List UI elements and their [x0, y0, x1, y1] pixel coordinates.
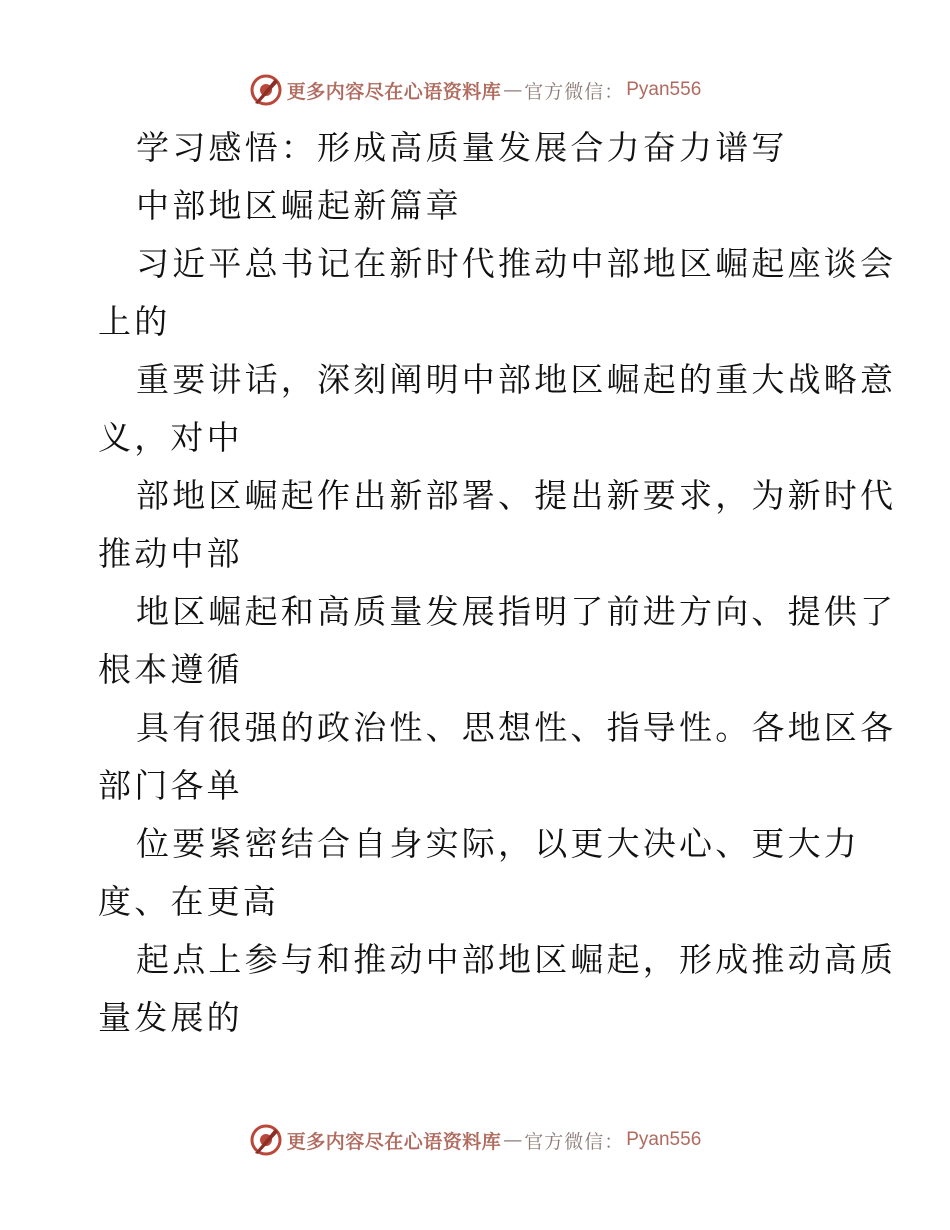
banner-tail: 官方微信： — [524, 80, 625, 103]
footer-banner — [0, 1120, 950, 1160]
paragraph-line: 具有很强的政治性、思想性、指导性。各地区各 — [136, 708, 897, 747]
paragraph-line: 习近平总书记在新时代推动中部地区崛起座谈会 — [136, 244, 897, 283]
paragraph-line: 上的 — [98, 302, 171, 341]
quill-logo-icon — [249, 1123, 283, 1157]
paragraph-line: 位要紧密结合自身实际，以更大决心、更大力 — [136, 824, 860, 863]
paragraph-line: 部地区崛起作出新部署、提出新要求，为新时代 — [136, 476, 897, 515]
paragraph-line: 义，对中 — [98, 418, 243, 457]
paragraph-line: 根本遵循 — [98, 650, 243, 689]
banner-lead: 更多内容尽在心语资料库 — [286, 1130, 502, 1153]
paragraph-line: 量发展的 — [98, 998, 243, 1037]
banner-account: Pyan556 — [626, 1129, 702, 1150]
paragraph-line: 重要讲话，深刻阐明中部地区崛起的重大战略意 — [136, 360, 897, 399]
quill-logo-icon — [249, 73, 283, 107]
banner-dash: — — [503, 1129, 523, 1151]
paragraph-line: 起点上参与和推动中部地区崛起，形成推动高质 — [136, 940, 897, 979]
paragraph-line: 度、在更高 — [98, 882, 279, 921]
banner-dash: — — [503, 79, 523, 101]
banner-account: Pyan556 — [626, 79, 702, 100]
banner-tail: 官方微信： — [524, 1130, 625, 1153]
paragraph-line: 推动中部 — [98, 534, 243, 573]
paragraph-line: 地区崛起和高质量发展指明了前进方向、提供了 — [136, 592, 897, 631]
title-line-2: 中部地区崛起新篇章 — [136, 186, 462, 225]
header-banner — [0, 70, 950, 110]
title-line-1: 学习感悟：形成高质量发展合力奋力谱写 — [136, 128, 788, 167]
banner-lead: 更多内容尽在心语资料库 — [286, 80, 502, 103]
paragraph-line: 部门各单 — [98, 766, 243, 805]
